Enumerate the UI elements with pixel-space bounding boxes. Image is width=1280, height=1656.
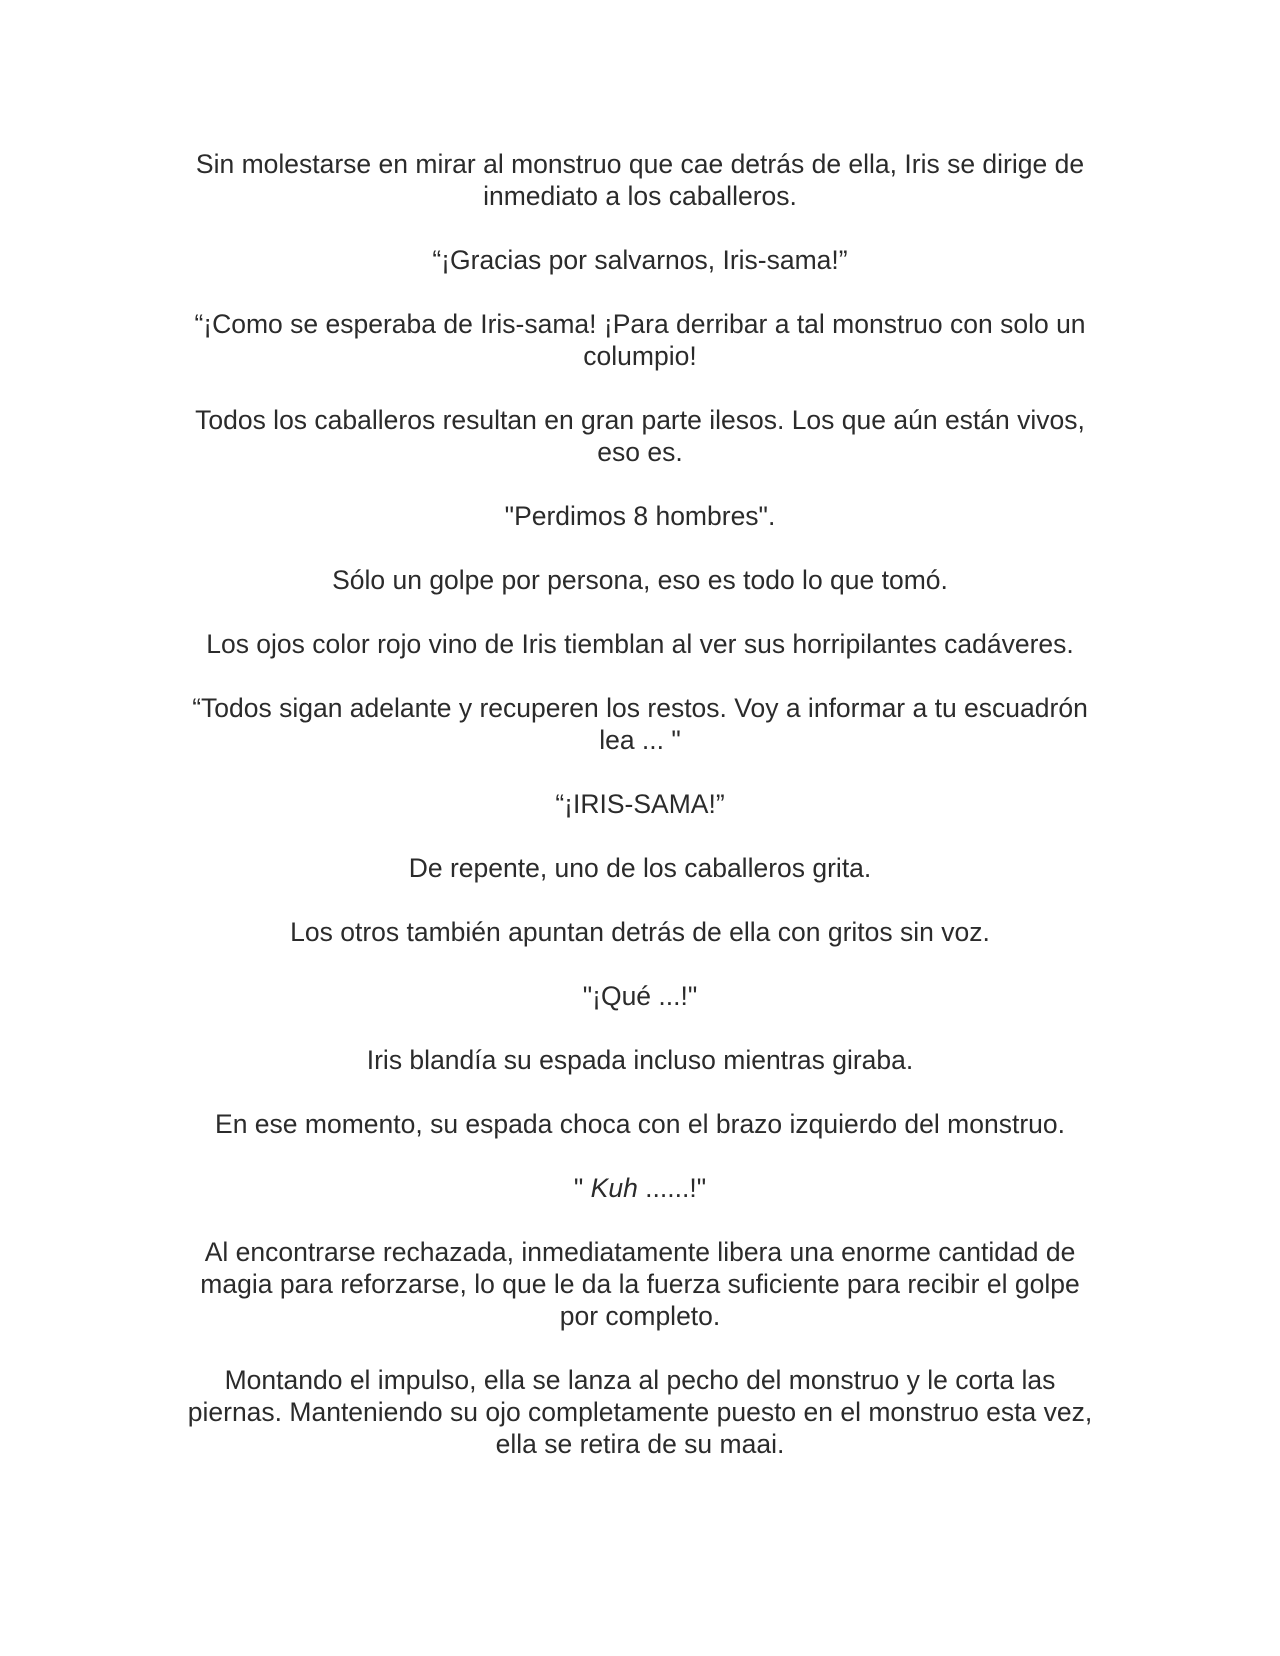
paragraph-11: Los otros también apuntan detrás de ella con gritos sin voz. [290,917,990,947]
kuh-prefix: " [573,1173,591,1203]
paragraph-12: "¡Qué ...!" [582,981,698,1011]
paragraph-10: De repente, uno de los caballeros grita. [408,853,872,883]
paragraph-7: Los ojos color rojo vino de Iris tiemblan al ver sus horripilantes cadáveres. [206,629,1074,659]
paragraph-3: “¡Como se esperaba de Iris-sama! ¡Para derribar a tal monstruo con solo un columpio! [194,309,1086,371]
paragraph-5: "Perdimos 8 hombres". [504,501,776,531]
paragraph-17: Montando el impulso, ella se lanza al pecho del monstruo y le corta las piernas. Manteniendo su ojo completamente puesto en el monstruo esta vez, ella se retira de su maai. [187,1365,1093,1459]
paragraph-kuh [183,1172,1097,1204]
paragraph-1: Sin molestarse en mirar al monstruo que cae detrás de ella, Iris se dirige de inmediato a los caballeros. [195,149,1085,211]
paragraph-13: Iris blandía su espada incluso mientras giraba. [366,1045,914,1075]
paragraph-9: “¡IRIS-SAMA!” [555,789,725,819]
kuh-italic: Kuh [590,1173,638,1203]
paragraph-4: Todos los caballeros resultan en gran parte ilesos. Los que aún están vivos, eso es. [195,405,1085,467]
paragraph-8: “Todos sigan adelante y recuperen los restos. Voy a informar a tu escuadrón lea ... " [192,693,1088,755]
paragraph-2: “¡Gracias por salvarnos, Iris-sama!” [432,245,848,275]
kuh-suffix: ......!" [637,1173,707,1203]
document-page [183,148,1097,1460]
paragraph-14: En ese momento, su espada choca con el brazo izquierdo del monstruo. [215,1109,1065,1139]
paragraph-6: Sólo un golpe por persona, eso es todo lo que tomó. [332,565,948,595]
paragraph-16: Al encontrarse rechazada, inmediatamente libera una enorme cantidad de magia para reforzarse, lo que le da la fuerza suficiente para recibir el golpe por completo. [200,1237,1080,1331]
